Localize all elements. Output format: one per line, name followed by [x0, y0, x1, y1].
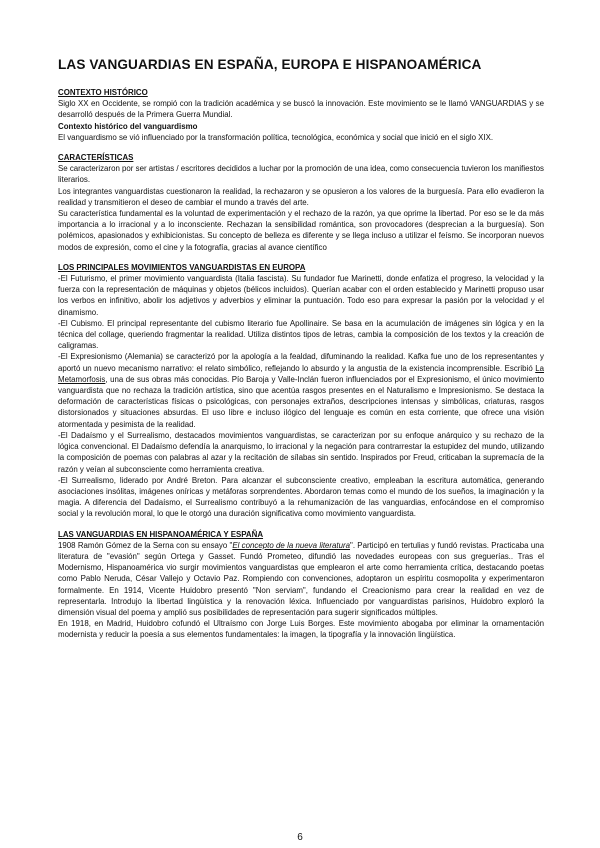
- hispano-text-a: 1908 Ramón Gómez de la Serna con su ensayo ": [58, 540, 233, 550]
- document-title: LAS VANGUARDIAS EN ESPAÑA, EUROPA E HISPANOAMÉRICA: [58, 57, 482, 72]
- nueva-literatura-link[interactable]: El concepto de la nueva literatura: [232, 540, 351, 550]
- metamorfosis-link[interactable]: La Metamorfosis: [58, 363, 544, 384]
- page-number: 6: [297, 832, 303, 843]
- paragraph-contexto-1: Siglo XX en Occidente, se rompió con la tradición académica y se buscó la innovación. Este movimiento se le llamó VANGUARDIAS y se desarrolló después de la Primera Guerra Mundial.: [58, 99, 544, 120]
- paragraph-surrealismo: -El Surrealismo, liderado por André Breton. Para alcanzar el subconsciente creativo, empleaban la escritura automática, generando asociaciones insólitas, imágenes oníricas y metáforas sorprendentes. Abordaron temas como el mundo de los sueños, la imaginación y la magia. A diferencia del Dadaísmo, el Surrealismo contribuyó a la rehumanización de las vanguardias, enfocándose en el compromiso social y la revolución moral, lo que le otorgó una duración significativa como movimiento vanguardista.: [58, 475, 544, 519]
- paragraph-caracteristicas-3: Su característica fundamental es la voluntad de experimentación y el rechazo de la razón, ya que oprime la libertad. Por eso se le da más importancia a lo irracional y a lo inconsciente. Rechazan la sensibilidad romántica, son provocadores (desprecian a la burguesía). Son polémicos, apasionados y exhibicionistas. Su concepto de belleza es diferente y se llega incluso a utilizar el feísmo. Se incorporan nuevos modos de expresión, como el cine y la fotografía, gracias al avance científico: [58, 209, 544, 252]
- document-body: [58, 87, 544, 641]
- paragraph-cubismo: -El Cubismo. El principal representante del cubismo literario fue Apollinaire. Se basa en la acumulación de imágenes sin lógica y en la técnica del collage, queriendo fragmentar la realidad. Utiliza distintos tipos de letras, cambia la composición de los textos y la creación de caligramas.: [58, 318, 544, 351]
- expresionismo-text-a: -El Expresionismo (Alemania) se caracterizó por la apología a la fealdad, difuminando la realidad. Kafka fue uno de los representantes y aportó un nuevo mecanismo narrativo: el relato simbólico, reflejando lo absurdo y la angustia de la existencia incomprensible. Escribió: [58, 352, 544, 373]
- paragraph-caracteristicas-2: Los integrantes vanguardistas cuestionaron la realidad, la rechazaron y se opusieron a los valores de la burguesía. Para ello evadieron la realidad y transmitieron el deseo de cambiar el mundo a través del arte.: [58, 186, 544, 207]
- paragraph-futurismo: -El Futurismo, el primer movimiento vanguardista (Italia fascista). Su fundador fue Marinetti, donde enfatiza el progreso, la velocidad y la fuerza con la representación de máquinas y objetos (bélicos incluidos). Querían acabar con el orden establecido y Marinetti propuso usar los verbos en infinitivo, abolir los adjetivos y adverbios y eliminar la puntuación. Todo eso para expresar la pasión por la velocidad y el dinamismo.: [58, 274, 544, 317]
- heading-contexto: CONTEXTO HISTÓRICO: [58, 88, 148, 97]
- paragraph-hispano-1: [58, 540, 544, 618]
- paragraph-caracteristicas-1: Se caracterizaron por ser artistas / escritores decididos a luchar por la promoción de una idea, como consecuencia tuvieron los manifiestos literarios.: [58, 164, 544, 185]
- expresionismo-text-b: , una de sus obras más conocidas. Pío Baroja y Valle-Inclán fueron influenciados por el Expresionismo, el único movimiento vanguardista que no rechaza la tradición artística, sino que acentúa rasgos presentes en el Naturalismo e Impresionismo. Se destaca la deformación de características físicas o psicológicas, con personajes extraños, descripciones intensas y simbólicas, criaturas, rasgos distorsionados y situaciones absurdas. El uso libre e incluso ilógico del lenguaje es común en esta corriente, que ofrece una visión atormentada y pesimista de la realidad.: [58, 374, 544, 429]
- heading-movimientos: LOS PRINCIPALES MOVIMIENTOS VANGUARDISTAS EN EUROPA: [58, 262, 306, 272]
- subheading-contexto: Contexto histórico del vanguardismo: [58, 121, 198, 131]
- paragraph-dadaismo: -El Dadaísmo y el Surrealismo, destacados movimientos vanguardistas, se caracterizan por su enfoque anárquico y su rechazo de la lógica convencional. El Dadaísmo defendía la anarquismo, lo irracional y la negación para contrarrestar la estupidez del mundo, utilizando la composición de poemas con palabras al azar y la recitación de sílabas sin sentido. Inspirados por Freud, criticaban la supremacía de la razón y veían al subconsciente como herramienta creativa.: [58, 430, 544, 474]
- heading-hispano: LAS VANGUARDIAS EN HISPANOAMÉRICA Y ESPAÑA: [58, 529, 264, 539]
- hispano-text-b: ". Participó en tertulias y fundó revistas. Practicaba una literatura de "evasión" según Ortega y Gasset. Fundó Prometeo, difundió las novedades europeas con sus greguerías.. Tras el Modernismo, Hispanoamérica vio surgir movimientos vanguardistas que emplearon el arte como herramienta crítica, destacando poetas como Pablo Neruda, César Vallejo y Octavio Paz. Rompiendo con convenciones, adoptaron un espíritu cosmopolita y experimentaron formalmente. En 1914, Vicente Huidobro presentó "Non serviam", fundando el Creacionismo para crear la realidad en vez de representarla. Introdujo la libertad lingüística y la renovación léxica. Influenciado por vanguardistas parisinos, Huidobro exploró la dimensión visual del poema y amplió sus posibilidades de representación para sugerir significados múltiples.: [58, 540, 544, 617]
- heading-caracteristicas: CARACTERÍSTICAS: [58, 153, 134, 163]
- paragraph-expresionismo: [58, 351, 544, 429]
- paragraph-contexto-2: El vanguardismo se vió influenciado por la transformación política, tecnológica, económica y social que inició en el siglo XIX.: [58, 132, 494, 142]
- paragraph-hispano-2: En 1918, en Madrid, Huidobro cofundó el Ultraísmo con Jorge Luis Borges. Este movimiento abogaba por eliminar la ornamentación modernista y reducir la poesía a sus elementos fundamentales: la imagen, la tipografía y la innovación lingüística.: [58, 619, 544, 640]
